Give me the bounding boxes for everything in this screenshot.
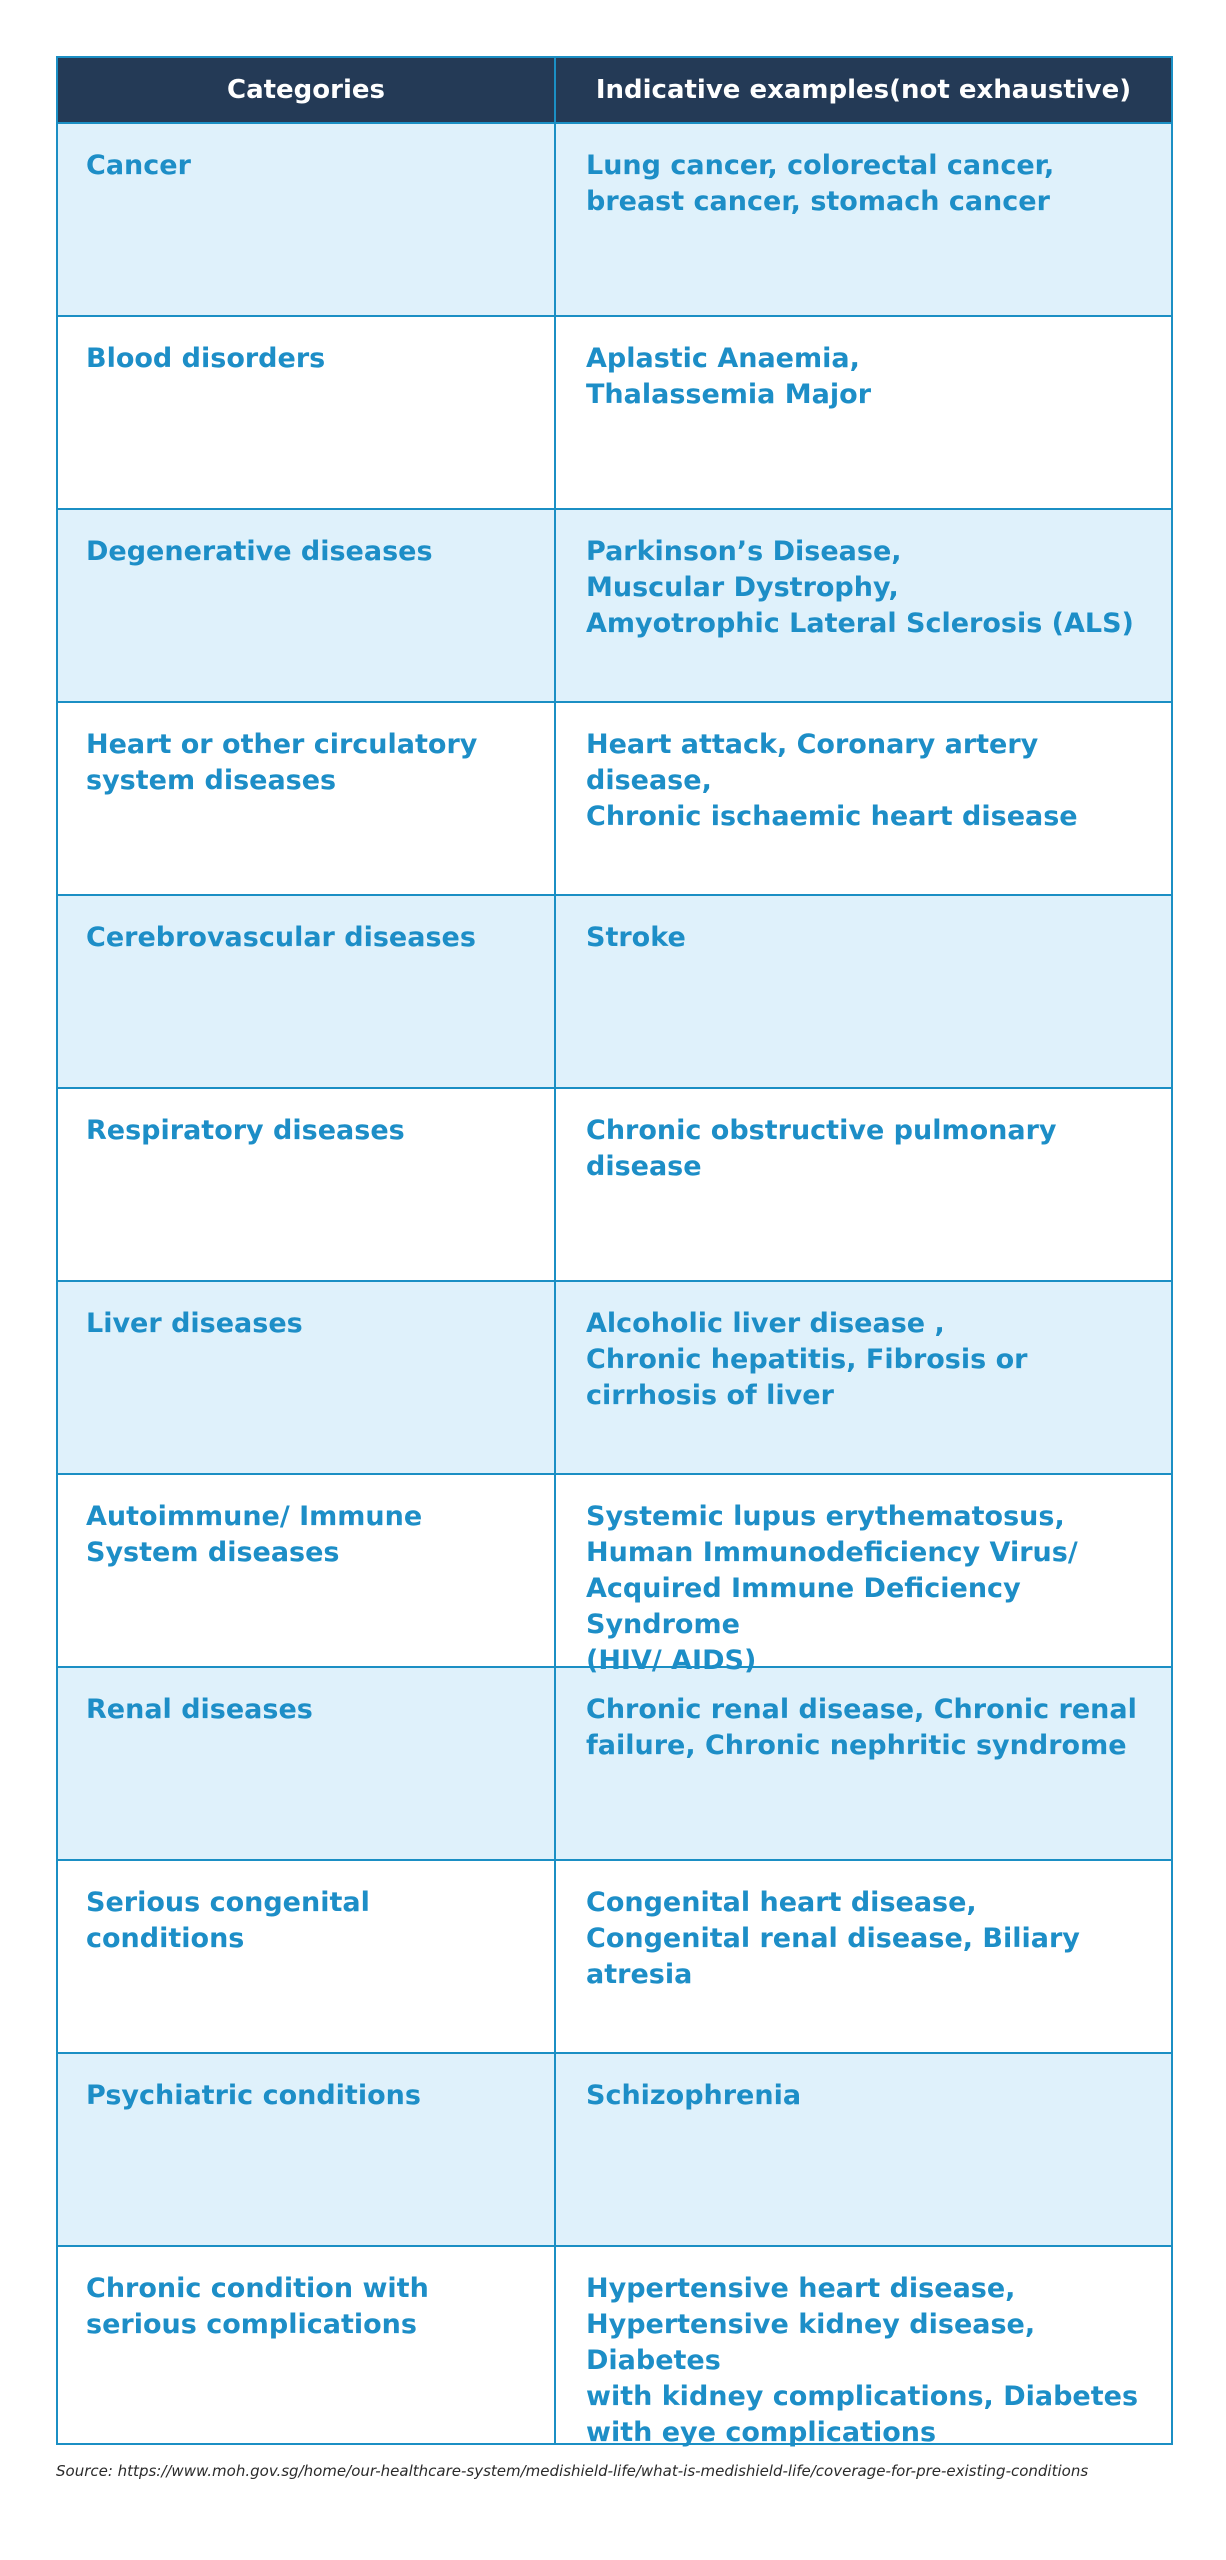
category-cell: Chronic condition with serious complications: [58, 2247, 556, 2443]
table-row: [58, 701, 1171, 894]
table-row: [58, 894, 1171, 1087]
table-row: [58, 315, 1171, 508]
category-cell: Respiratory diseases: [58, 1089, 556, 1280]
table-row: [58, 1087, 1171, 1280]
examples-cell: Lung cancer, colorectal cancer, breast cancer, stomach cancer: [586, 150, 1055, 217]
category-cell: Heart or other circulatory system diseases: [58, 703, 556, 894]
category-cell: Liver diseases: [58, 1282, 556, 1473]
examples-cell: Hypertensive heart disease, Hypertensive kidney disease, Diabetes with kidney complications, Diabetes with eye complications: [586, 2273, 1139, 2448]
category-cell: Renal diseases: [58, 1668, 556, 1859]
examples-cell: Stroke: [586, 922, 686, 953]
header-categories: Categories: [58, 58, 556, 122]
category-cell: Degenerative diseases: [58, 510, 556, 701]
examples-cell: Aplastic Anaemia, Thalassemia Major: [586, 343, 872, 410]
category-cell: Serious congenital conditions: [58, 1861, 556, 2052]
category-cell: Cancer: [58, 124, 556, 315]
table-row: [58, 1280, 1171, 1473]
table-row: [58, 2245, 1171, 2448]
examples-cell: Chronic renal disease, Chronic renal failure, Chronic nephritic syndrome: [586, 1694, 1137, 1761]
examples-cell: Schizophrenia: [586, 2080, 802, 2111]
header-examples: Indicative examples(not exhaustive): [595, 75, 1132, 105]
source-citation: Source: https://www.moh.gov.sg/home/our-healthcare-system/medishield-life/what-is-medishield-life/coverage-for-pre-existing-conditions: [56, 2462, 1089, 2480]
conditions-table: [56, 56, 1173, 2448]
examples-cell: Congenital heart disease, Congenital renal disease, Biliary atresia: [586, 1887, 1080, 1990]
examples-cell: Parkinson’s Disease, Muscular Dystrophy, Amyotrophic Lateral Sclerosis (ALS): [586, 536, 1134, 639]
category-cell: Blood disorders: [58, 317, 556, 508]
table-row: [58, 508, 1171, 701]
examples-cell: Systemic lupus erythematosus, Human Immunodeficiency Virus/ Acquired Immune Deficiency Syndrome (HIV/ AIDS): [586, 1501, 1078, 1676]
table-row: [58, 122, 1171, 315]
table-row: [58, 1666, 1171, 1859]
category-cell: Autoimmune/ Immune System diseases: [58, 1475, 556, 1666]
examples-cell: Heart attack, Coronary artery disease, Chronic ischaemic heart disease: [586, 729, 1078, 832]
category-cell: Cerebrovascular diseases: [58, 896, 556, 1087]
table-row: [58, 2052, 1171, 2245]
category-cell: Psychiatric conditions: [58, 2054, 556, 2245]
table-header: [58, 58, 1171, 122]
table-row: [58, 1859, 1171, 2052]
examples-cell: Alcoholic liver disease , Chronic hepatitis, Fibrosis or cirrhosis of liver: [586, 1308, 1028, 1411]
table-row: [58, 1473, 1171, 1676]
examples-cell: Chronic obstructive pulmonary disease: [586, 1115, 1057, 1182]
